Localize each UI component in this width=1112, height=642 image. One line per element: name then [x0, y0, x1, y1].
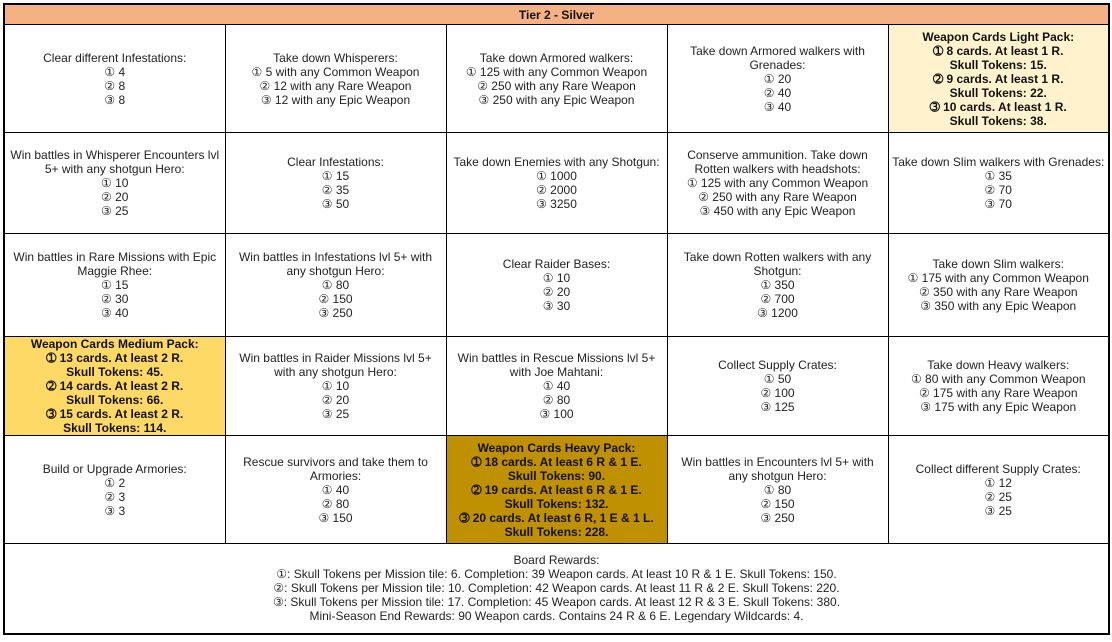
tile-title: Win battles in Rare Missions with Epic Maggie Rhee:	[13, 250, 217, 278]
tile-title: Win battles in Raider Missions lvl 5+ with any shotgun Hero:	[239, 351, 432, 379]
tile-line: ① 350	[760, 278, 795, 292]
mission-tile	[225, 133, 446, 234]
tile-line: ③ 50	[321, 197, 350, 211]
mission-tile	[667, 234, 888, 337]
tile-line: ① 15	[321, 169, 350, 183]
tile-line: ② 100	[760, 386, 795, 400]
tile-line: ② 35	[321, 183, 350, 197]
tile-line: ② 40	[763, 85, 792, 100]
tile-title: Take down Enemies with any Shotgun:	[453, 155, 660, 169]
tile-line: ① 20	[763, 71, 792, 86]
tile-line: ① 12	[984, 475, 1012, 490]
tile-title: Win battles in Whisperer Encounters lvl 5+ with any shotgun Hero:	[10, 148, 220, 176]
tile-title: Win battles in Encounters lvl 5+ with any shotgun Hero:	[681, 454, 874, 483]
tile-line: ③ 40	[763, 99, 792, 114]
mission-tile	[446, 337, 667, 436]
mission-tile	[225, 25, 446, 133]
mission-tile	[4, 25, 225, 133]
tile-line: Skull Tokens: 114.	[63, 421, 167, 435]
tile-title: Clear Raider Bases:	[502, 257, 611, 271]
reward-pack-heavy	[446, 436, 667, 544]
tile-title: Take down Slim walkers with Grenades:	[892, 155, 1105, 169]
tile-line: ③ 25	[984, 503, 1012, 518]
tile-title: Win battles in Infestations lvl 5+ with any shotgun Hero:	[238, 250, 433, 278]
tile-title: Take down Whisperers:	[273, 50, 398, 65]
mission-tile	[4, 436, 225, 544]
tile-line: ② 250 with any Rare Weapon	[477, 78, 636, 93]
tile-line: ③ 150	[318, 510, 353, 525]
tile-line: ② 70	[984, 183, 1012, 197]
tile-line: ➁ 14 cards. At least 2 R.	[46, 379, 184, 393]
mission-tile	[888, 436, 1109, 544]
mission-tile	[4, 234, 225, 337]
tile-line: ① 125 with any Common Weapon	[465, 64, 648, 79]
tile-line: ① 10	[321, 379, 350, 393]
tile-line: ➁ 19 cards. At least 6 R & 1 E.	[471, 482, 642, 497]
tile-title: Build or Upgrade Armories:	[42, 461, 187, 476]
board-rewards	[4, 544, 1109, 634]
tile-line: ② 25	[984, 489, 1012, 504]
tile-line: ② 20	[101, 190, 129, 204]
tile-line: ③ 125	[760, 400, 795, 414]
tile-line: ② 8	[104, 78, 126, 93]
reward-pack-light	[888, 25, 1109, 133]
tile-line: ① 80	[763, 482, 792, 497]
tile-title: Win battles in Rescue Missions lvl 5+ with Joe Mahtani:	[457, 351, 656, 379]
tile-line: ① 40	[321, 482, 350, 497]
tile-title: Clear Infestations:	[287, 155, 384, 169]
mission-tile	[225, 234, 446, 337]
mission-tile	[225, 337, 446, 436]
tile-line: ② 80	[321, 496, 350, 511]
tile-line: ② 175 with any Rare Weapon	[918, 386, 1078, 400]
mission-tile	[446, 25, 667, 133]
mission-tile	[888, 337, 1109, 436]
tile-line: ① 5 with any Common Weapon	[251, 64, 420, 79]
rewards-line: Mini-Season End Rewards: 90 Weapon cards. Contains 24 R & 6 E. Legendary Wildcards: 4.	[309, 609, 804, 624]
tile-line: Skull Tokens: 22.	[949, 85, 1047, 100]
tile-line: ③ 25	[321, 407, 350, 421]
tile-title: Take down Armored walkers with Grenades:	[690, 43, 865, 72]
board-row	[4, 436, 1109, 544]
mission-tile	[888, 234, 1109, 337]
tile-line: ③ 250	[760, 510, 795, 525]
tile-line: ② 3	[104, 489, 126, 504]
rewards-line: ①: Skull Tokens per Mission tile: 6. Completion: 39 Weapon cards. At least 10 R & 1 E. Skull Tokens: 150.	[276, 567, 837, 582]
tile-title: Collect Supply Crates:	[718, 358, 837, 372]
tile-line: ③ 1200	[757, 306, 798, 320]
tile-line: ➂ 20 cards. At least 6 R, 1 E & 1 L.	[459, 510, 654, 525]
tile-line: ➀ 8 cards. At least 1 R.	[933, 43, 1064, 58]
tile-line: ① 40	[542, 379, 571, 393]
tile-line: Skull Tokens: 132.	[504, 496, 609, 511]
tile-line: ③ 70	[984, 197, 1012, 211]
mission-tile	[667, 436, 888, 544]
tile-title: Clear different Infestations:	[43, 50, 187, 65]
tile-line: ② 30	[101, 292, 129, 306]
reward-pack-medium	[4, 337, 225, 436]
rewards-title: Board Rewards:	[513, 553, 600, 568]
tile-title: Take down Rotten walkers with any Shotgun:	[683, 250, 872, 278]
tile-title: Take down Armored walkers:	[479, 50, 634, 65]
tile-title: Collect different Supply Crates:	[915, 461, 1081, 476]
tile-line: ➂ 10 cards. At least 1 R.	[929, 99, 1067, 114]
tile-line: ③ 100	[539, 407, 574, 421]
tile-line: ② 350 with any Rare Weapon	[918, 285, 1078, 299]
board-row	[4, 234, 1109, 337]
tile-line: Skull Tokens: 90.	[507, 468, 606, 483]
tile-line: ① 1000	[536, 169, 577, 183]
tile-line: ③ 350 with any Epic Weapon	[920, 299, 1077, 313]
tile-line: ③ 30	[542, 299, 571, 313]
tile-line: ② 80	[542, 393, 571, 407]
tile-line: Skull Tokens: 15.	[949, 57, 1047, 72]
board-row	[4, 25, 1109, 133]
mission-tile	[667, 337, 888, 436]
tile-line: ③ 250	[318, 306, 353, 320]
tile-line: ② 150	[318, 292, 353, 306]
tier-board-table	[3, 3, 1110, 635]
tile-line: ③ 3250	[536, 197, 577, 211]
tile-line: ③ 25	[101, 204, 129, 218]
tile-line: ② 700	[760, 292, 795, 306]
mission-tile	[446, 133, 667, 234]
tile-line: ➁ 9 cards. At least 1 R.	[933, 71, 1064, 86]
mission-tile	[667, 133, 888, 234]
board-row	[4, 133, 1109, 234]
mission-tile	[888, 133, 1109, 234]
tile-title: Weapon Cards Heavy Pack:	[477, 440, 636, 455]
tile-line: ② 20	[321, 393, 350, 407]
tile-title: Weapon Cards Medium Pack:	[30, 337, 199, 351]
rewards-line: ②: Skull Tokens per Mission tile: 10. Completion: 42 Weapon cards. At least 11 R & 2 E. Skull Tokens: 220.	[273, 581, 840, 596]
board-row	[4, 337, 1109, 436]
tile-line: ① 80 with any Common Weapon	[910, 372, 1086, 386]
tile-line: ① 80	[321, 278, 350, 292]
tile-line: ③ 12 with any Epic Weapon	[260, 92, 411, 107]
tile-line: ① 10	[542, 271, 571, 285]
tile-line: ② 12 with any Rare Weapon	[259, 78, 412, 93]
mission-tile	[446, 234, 667, 337]
tile-line: ① 35	[984, 169, 1012, 183]
tile-line: Skull Tokens: 66.	[66, 393, 164, 407]
tile-line: ② 20	[542, 285, 571, 299]
tile-line: Skull Tokens: 228.	[504, 524, 609, 539]
tile-line: ① 50	[763, 372, 792, 386]
tile-line: Skull Tokens: 45.	[66, 365, 164, 379]
tile-line: ③ 40	[101, 306, 129, 320]
tile-line: Skull Tokens: 38.	[949, 113, 1047, 128]
tile-title: Take down Slim walkers:	[932, 257, 1064, 271]
tier-title: Tier 2 - Silver	[4, 4, 1109, 25]
mission-tile	[667, 25, 888, 133]
tile-line: ③ 450 with any Epic Weapon	[699, 204, 856, 218]
tile-line: ③ 3	[104, 503, 126, 518]
tile-title: Rescue survivors and take them to Armories:	[243, 454, 428, 483]
tile-line: ② 2000	[536, 183, 577, 197]
tile-line: ➀ 13 cards. At least 2 R.	[46, 351, 184, 365]
tile-line: ② 150	[760, 496, 795, 511]
mission-tile	[225, 436, 446, 544]
tile-line: ② 250 with any Rare Weapon	[698, 190, 857, 204]
tile-line: ① 10	[101, 176, 129, 190]
tile-title: Take down Heavy walkers:	[927, 358, 1070, 372]
tile-line: ① 2	[104, 475, 126, 490]
tile-line: ➀ 18 cards. At least 6 R & 1 E.	[471, 454, 642, 469]
tile-line: ① 4	[104, 64, 126, 79]
rewards-line: ③: Skull Tokens per Mission tile: 17. Completion: 45 Weapon cards. At least 12 R & 3 E. Skull Tokens: 380.	[272, 595, 841, 610]
tile-line: ③ 8	[104, 92, 126, 107]
tile-line: ➂ 15 cards. At least 2 R.	[46, 407, 184, 421]
tile-title: Weapon Cards Light Pack:	[922, 29, 1075, 44]
tile-line: ① 15	[101, 278, 129, 292]
tile-line: ① 175 with any Common Weapon	[907, 271, 1089, 285]
mission-tile	[4, 133, 225, 234]
tile-title: Conserve ammunition. Take down Rotten walkers with headshots:	[687, 148, 868, 176]
tile-line: ③ 250 with any Epic Weapon	[478, 92, 635, 107]
tile-line: ① 125 with any Common Weapon	[686, 176, 869, 190]
tile-line: ③ 175 with any Epic Weapon	[920, 400, 1077, 414]
